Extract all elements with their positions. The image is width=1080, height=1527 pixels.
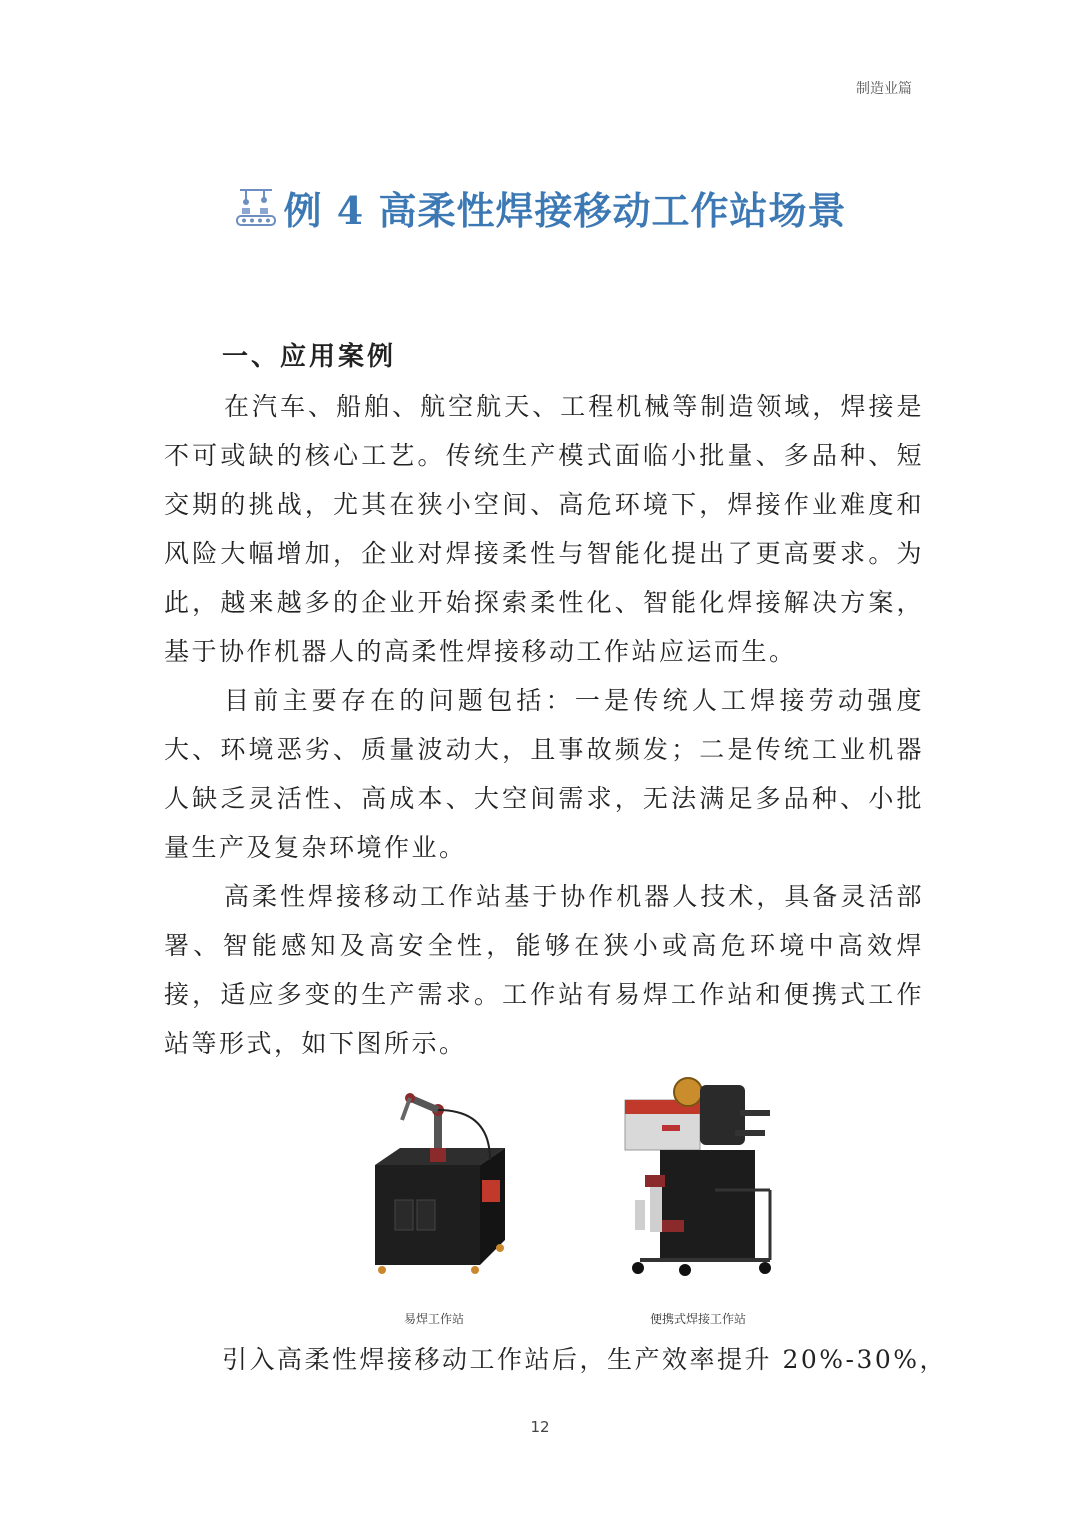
body-paragraph-3: 高柔性焊接移动工作站基于协作机器人技术，具备灵活部署、智能感知及高安全性，能够在狭小或高危环境中高效焊接，适应多变的生产需求。工作站有易焊工作站和便携式工作站等形式，如下图所示。 — [164, 882, 924, 1058]
body-paragraph-1-block — [164, 382, 924, 676]
section-heading: 一、应用案例 — [222, 342, 397, 372]
continuation-text: 引入高柔性焊接移动工作站后，生产效率提升 20%-30%， — [222, 1345, 948, 1374]
page-number: 12 — [530, 1418, 550, 1436]
body-paragraph-2-block — [164, 676, 924, 872]
easy-welding-workstation-image — [370, 1070, 520, 1280]
figure-row — [360, 1070, 800, 1340]
page-title-text: 例 4 高柔性焊接移动工作站场景 — [283, 188, 847, 233]
header-section-label: 制造业篇 — [856, 81, 912, 97]
figure-caption-easy-welding: 易焊工作站 — [404, 1312, 465, 1326]
page-title — [0, 180, 1080, 235]
body-paragraph-1: 在汽车、船舶、航空航天、工程机械等制造领域，焊接是不可或缺的核心工艺。传统生产模式面临小批量、多品种、短交期的挑战，尤其在狭小空间、高危环境下，焊接作业难度和风险大幅增加，企业对焊接柔性与智能化提出了更高要求。为此，越来越多的企业开始探索柔性化、智能化焊接解决方案，基于协作机器人的高柔性焊接移动工作站应运而生。 — [164, 392, 924, 666]
figure-caption-portable-welding: 便携式焊接工作站 — [650, 1312, 747, 1326]
body-paragraph-2: 目前主要存在的问题包括：一是传统人工焊接劳动强度大、环境恶劣、质量波动大，且事故频发；二是传统工业机器人缺乏灵活性、高成本、大空间需求，无法满足多品种、小批量生产及复杂环境作业。 — [164, 686, 924, 862]
body-paragraph-3-block — [164, 872, 924, 1068]
portable-welding-workstation-image — [610, 1070, 780, 1285]
robot-assembly-line-icon — [234, 186, 278, 230]
